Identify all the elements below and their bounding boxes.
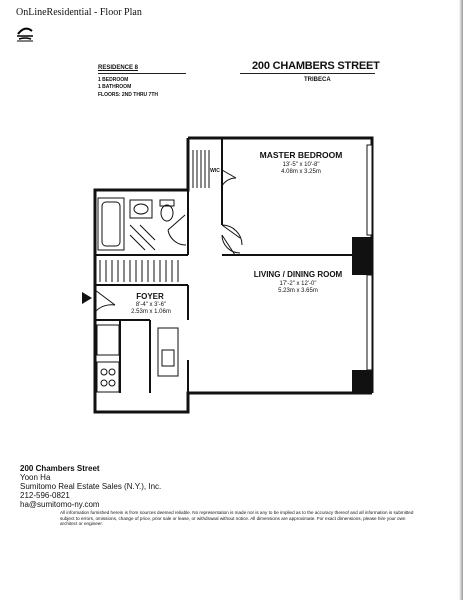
- neighborhood: TRIBECA: [304, 77, 331, 83]
- contact-info: [20, 464, 161, 509]
- disclaimer-text: All information furnished herein is from sources deemed reliable. No representation is made nor is any to be implied as to the accuracy thereof and all information is submitted subject to errors, omissions, change of price, prior sale or lease, or withdrawal without notice. All dimensions are approximate. For exact dimensions, please hire your own architect or engineer.: [60, 510, 414, 527]
- entry-arrow-icon: [82, 292, 92, 304]
- bedroom-count: 1 BEDROOM: [98, 76, 129, 83]
- contact-address: 200 Chambers Street: [20, 464, 100, 473]
- living-dining-label: LIVING / DINING ROOM: [253, 270, 343, 279]
- master-bedroom-dim-m: 4.08m x 3.25m: [281, 169, 321, 175]
- foyer-dim-ft: 8'-4" x 3'-6": [135, 302, 167, 308]
- residence-title: RESIDENCE 8: [98, 65, 139, 71]
- living-dining-dim-m: 5.23m x 3.65m: [278, 288, 318, 294]
- contact-email: ha@sumitomo-ny.com: [20, 500, 100, 509]
- contact-phone: 212-596-0821: [20, 491, 70, 500]
- page-header: OnLineResidential - Floor Plan: [16, 7, 142, 18]
- living-dining-dim-ft: 17'-2" x 12'-0": [279, 281, 317, 287]
- contact-agent: Yoon Ha: [20, 473, 51, 482]
- street-address: 200 CHAMBERS STREET: [252, 60, 380, 72]
- bathroom-count: 1 BATHROOM: [98, 84, 132, 90]
- scan-edge: [459, 0, 463, 600]
- foyer-dim-m: 2.53m x 1.06m: [131, 309, 171, 315]
- foyer-label: FOYER: [136, 292, 164, 301]
- floors-range: FLOORS: 2ND THRU 7TH: [98, 91, 158, 98]
- wic-label: WIC: [210, 168, 220, 174]
- master-bedroom-label: MASTER BEDROOM: [259, 150, 343, 160]
- master-bedroom-dim-ft: 13'-5" x 10'-8": [282, 162, 320, 168]
- contact-company: Sumitomo Real Estate Sales (N.Y.), Inc.: [20, 482, 162, 491]
